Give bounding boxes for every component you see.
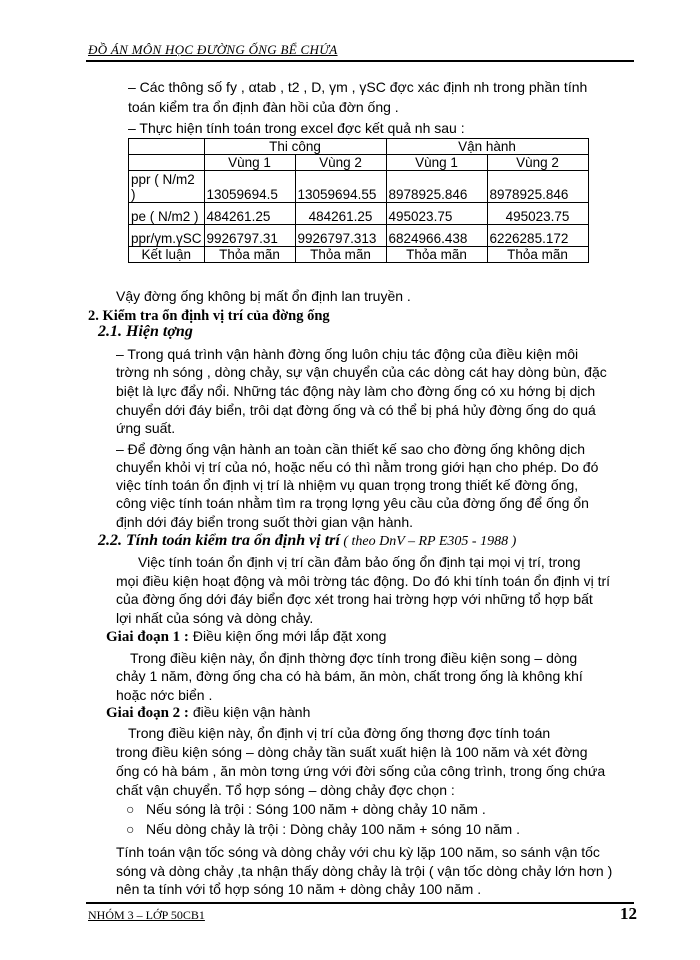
table-cell: Thỏa mãn: [295, 247, 386, 263]
para-line: Trong điều kiện này, ổn định thờng đợc tính trong điều kiện song – dòng: [130, 650, 578, 666]
para-line: chuyển dới đáy biển, trôi dạt đờng ống và có thể bị phá hủy đờng ống do quá: [116, 402, 596, 418]
para-line: chất vận chuyển. Tổ hợp sóng – dòng chảy đợc chọn :: [116, 782, 455, 798]
section-2-2-title: [98, 532, 516, 550]
para-line: hoặc nớc biển .: [116, 687, 213, 703]
para-line: chuyển khỏi vị trí của nó, hoặc nếu có thì nằm trong giới hạn cho phép. Do đó: [116, 459, 599, 475]
footer-group-label: NHÓM 3 – LỚP 50CB1: [88, 908, 205, 922]
table-cell: 484261.25: [295, 203, 386, 225]
header-divider: [86, 60, 634, 62]
section-2-title: 2. Kiểm tra ổn định vị trí của đờng ống: [88, 308, 330, 324]
table-cell: Thỏa mãn: [487, 247, 588, 263]
section-2-1-title: 2.1. Hiện tợng: [98, 323, 193, 340]
table-row: [129, 171, 589, 203]
para-line: nên ta tính với tổ hợp sóng 10 năm + dòng chảy 100 năm .: [116, 881, 482, 897]
stage-2-desc: điều kiện vận hành: [192, 704, 311, 720]
table-cell: 13059694.55: [295, 171, 386, 203]
table-row: [129, 225, 589, 247]
table-cell: 6226285.172: [487, 225, 588, 247]
para-line: mọi điều kiện hoạt động và môi trờng tác động. Do đó khi tính toán ổn định vị trí: [116, 573, 611, 589]
para-line: trong điều kiện sóng – dòng chảy tần suất xuất hiện là 100 năm và xét đờng: [116, 744, 588, 760]
bullet-text: Nếu sóng là trội : Sóng 100 năm + dòng chảy 10 năm .: [146, 801, 486, 817]
table-cell: 495023.75: [386, 203, 487, 225]
table-row-label: ppr ( N/m2 ): [129, 171, 205, 203]
section-2-2-title-ref: ( theo DnV – RP E305 - 1988 ): [339, 534, 517, 549]
table-cell: 13059694.5: [204, 171, 295, 203]
table-corner-cell: [129, 139, 205, 155]
table-row: [129, 247, 589, 263]
table-cell: 8978925.846: [487, 171, 588, 203]
bullet-text: Nếu dòng chảy là trội : Dòng chảy 100 năm + sóng 10 năm .: [146, 821, 520, 837]
table-zone-header: Vùng 2: [487, 155, 588, 171]
para-line: – Để đờng ống vận hành an toàn cần thiết kế sao cho đờng ống không dịch: [116, 441, 586, 457]
table-row-label: pe ( N/m2 ): [129, 203, 205, 225]
para-line: Trong điều kiện này, ổn định vị trí của đờng ống thơng đợc tính toán: [128, 725, 551, 741]
intro-line-2: toán kiểm tra ổn định đàn hồi của đờn ống .: [128, 99, 399, 115]
table-cell: Thỏa mãn: [386, 247, 487, 263]
conclusion-text: Vậy đờng ống không bị mất ổn định lan truyền .: [116, 288, 411, 304]
bullet-item: [126, 801, 486, 817]
para-line: trờng nh sóng , dòng chảy, sự vận chuyển của các dòng cát hay dòng bùn, đặc: [116, 364, 607, 380]
table-row: [129, 203, 589, 225]
bullet-item: [126, 821, 520, 837]
para-line: chảy 1 năm, đờng ống cha có hà bám, ăn mòn, chất trong ống là không khí: [116, 668, 583, 684]
table-row-label: Kết luận: [129, 247, 205, 263]
para-line: lợi nhất của sóng và dòng chảy.: [116, 610, 314, 626]
stage-1-label: Giai đoạn 1 :: [106, 629, 189, 645]
footer-divider: [86, 902, 634, 904]
table-zone-header: Vùng 2: [295, 155, 386, 171]
page-header-title: ĐỒ ÁN MÔN HỌC ĐƯỜNG ỐNG BỂ CHỨA: [88, 42, 338, 57]
para-line: sóng và dòng chảy ,ta nhận thấy dòng chảy là trội ( vận tốc dòng chảy lớn hơn ): [116, 863, 613, 879]
stage-1-desc: Điều kiện ống mới lắp đặt xong: [192, 628, 387, 644]
table-cell: 9926797.313: [295, 225, 386, 247]
table-cell: 9926797.31: [204, 225, 295, 247]
table-cell: Thỏa mãn: [204, 247, 295, 263]
table-corner-cell: [129, 155, 205, 171]
para-line: công việc tính toán nhằm tìm ra trọng lợng yêu cầu của đờng ống để ống ổn: [116, 495, 589, 511]
bullet-circle-icon: ○: [126, 801, 135, 817]
table-row-label: ppr/γm.γSC: [129, 225, 205, 247]
intro-line-1: – Các thông số fy , αtab , t2 , D, γm , γSC đợc xác định nh trong phần tính: [128, 79, 588, 95]
table-row: [129, 139, 589, 155]
intro-line-3: – Thực hiện tính toán trong excel đợc kết quả nh sau :: [128, 120, 465, 136]
para-line: Tính toán vận tốc sóng và dòng chảy với chu kỳ lặp 100 năm, so sánh vận tốc: [116, 844, 600, 860]
table-group-header: Thi công: [204, 139, 386, 155]
bullet-circle-icon: ○: [126, 821, 135, 837]
table-cell: 6824966.438: [386, 225, 487, 247]
para-line: – Trong quá trình vận hành đờng ống luôn chịu tác động của điều kiện môi: [116, 346, 579, 362]
table-group-header: Vận hành: [386, 139, 588, 155]
table-cell: 495023.75: [487, 203, 588, 225]
para-line: Việc tính toán ổn định vị trí cần đảm bảo ống ổn định tại mọi vị trí, trong: [138, 554, 581, 570]
stage-2-label: Giai đoạn 2 :: [106, 705, 189, 721]
para-line: của đờng ống dới đáy biển đợc xét trong hai trờng hợp với những tổ hợp bất: [116, 591, 593, 607]
para-line: ống có hà bám , ăn mòn tơng ứng với đời sống của công trình, trong ống chứa: [116, 763, 606, 779]
para-line: định dới đáy biển trong suốt thời gian vận hành.: [116, 514, 414, 530]
table-zone-header: Vùng 1: [386, 155, 487, 171]
table-cell: 8978925.846: [386, 171, 487, 203]
stage-2-heading: [106, 704, 310, 722]
table-row: [129, 155, 589, 171]
para-line: biệt là lực đẩy nổi. Những tác động này làm cho đờng ống có xu hớng bị dịch: [116, 383, 596, 399]
para-line: ứng suất.: [116, 420, 176, 436]
stage-1-heading: [106, 628, 386, 646]
para-line: việc tính toán ổn định vị trí là nhiệm vụ quan trọng trong thiết kế đờng ống,: [116, 477, 579, 493]
table-cell: 484261.25: [204, 203, 295, 225]
results-table: [128, 138, 589, 263]
page-number: 12: [620, 904, 637, 923]
section-2-2-title-main: 2.2. Tính toán kiểm tra ổn định vị trí: [98, 532, 340, 549]
table-zone-header: Vùng 1: [204, 155, 295, 171]
